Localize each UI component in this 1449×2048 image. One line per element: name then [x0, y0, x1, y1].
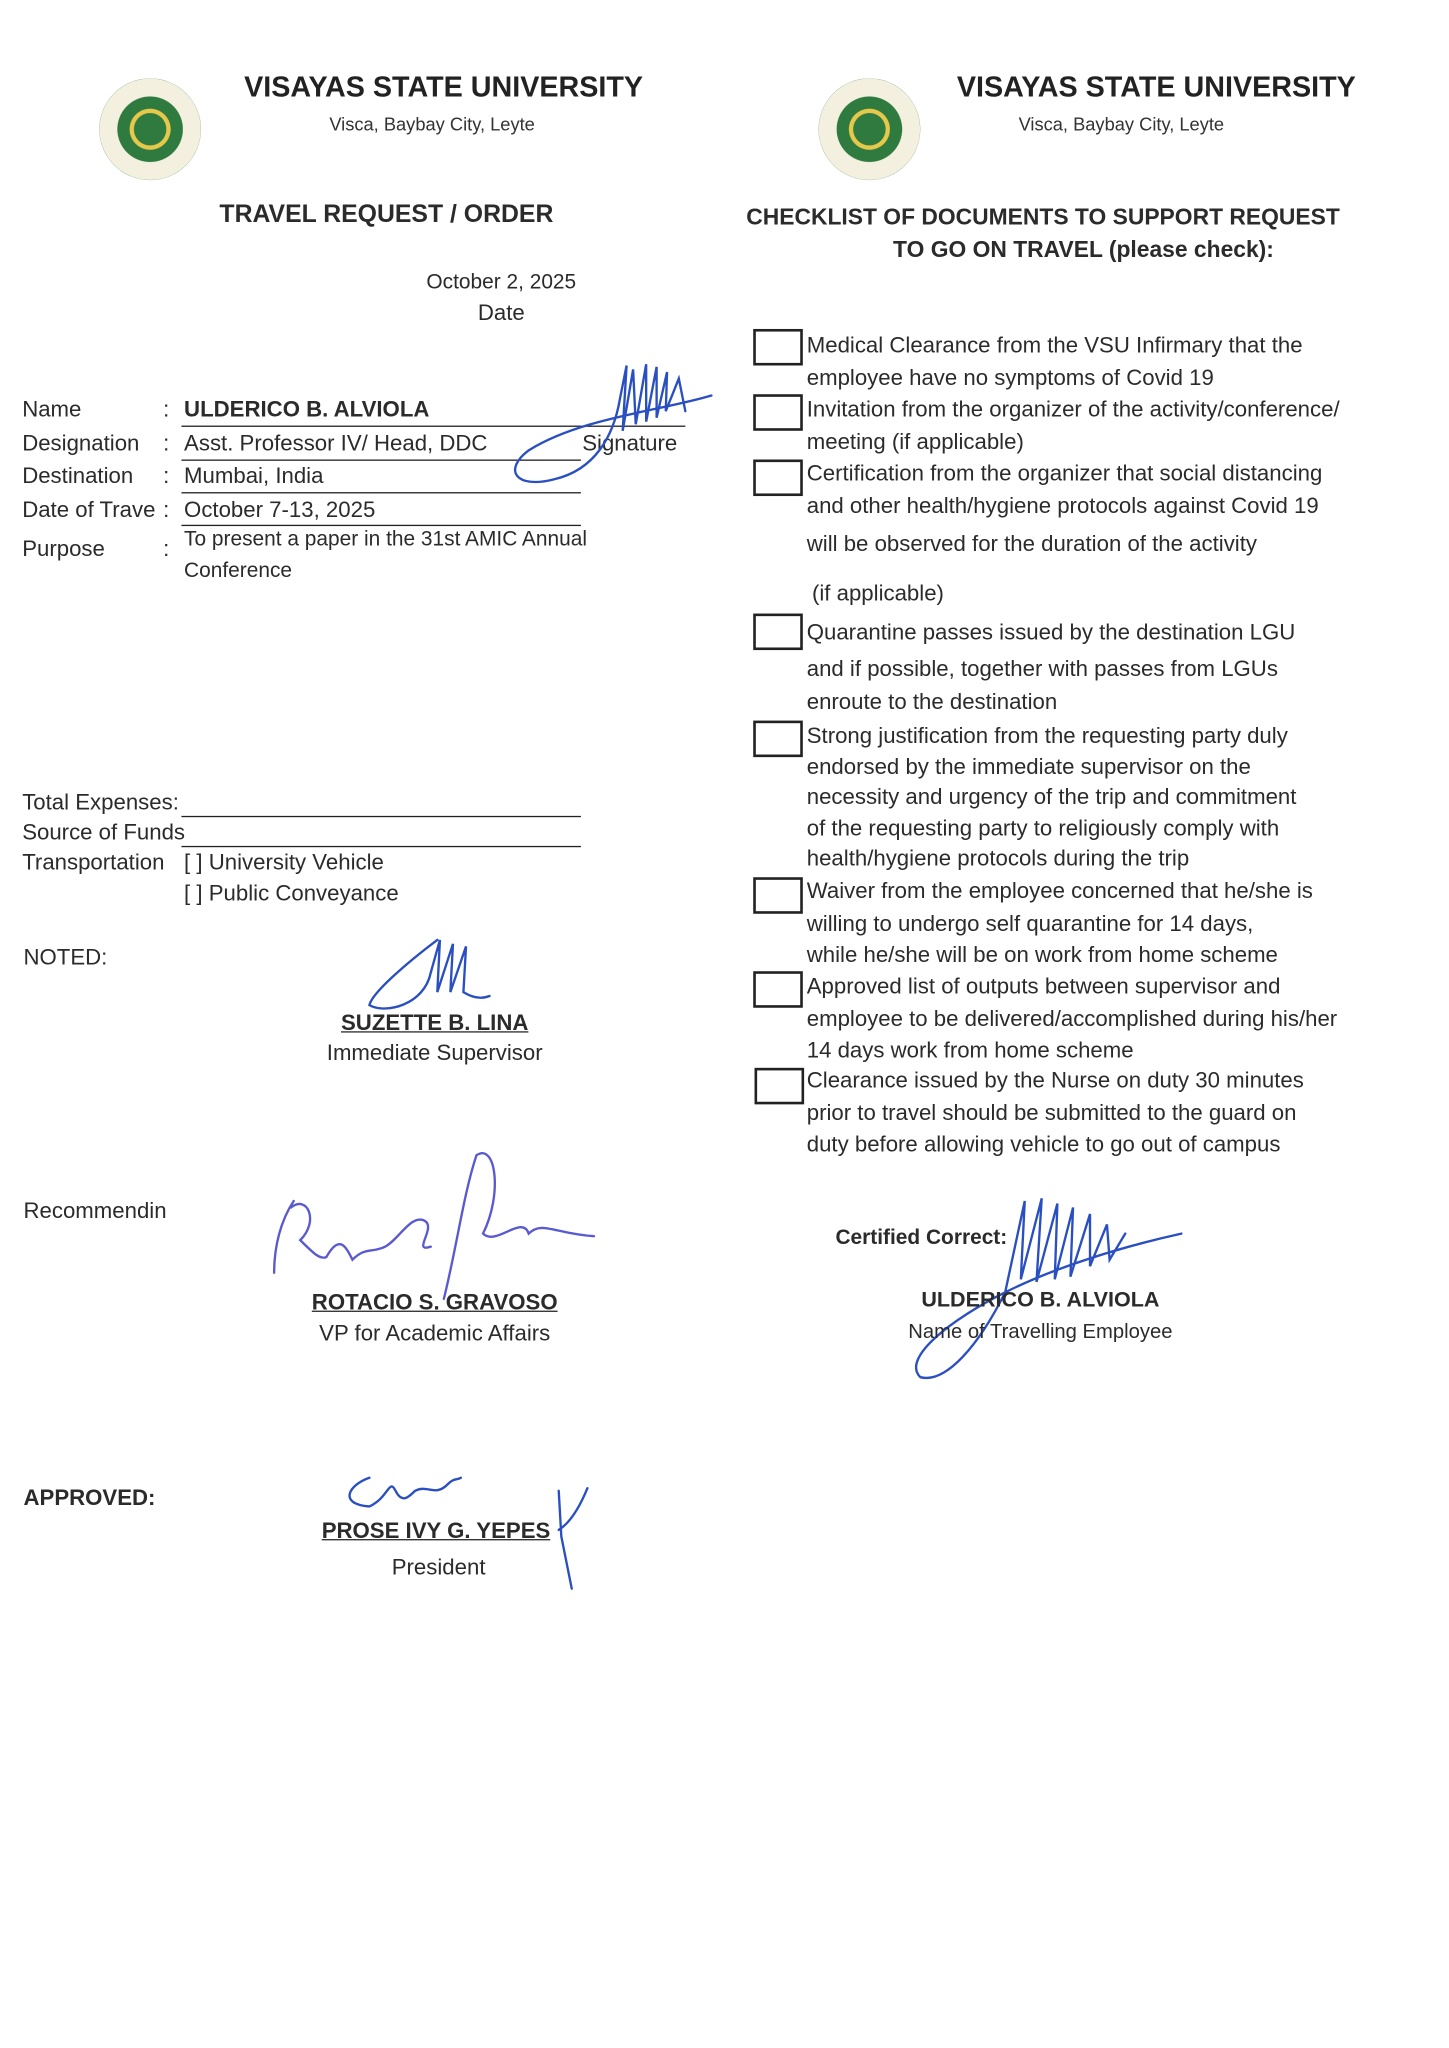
- item-line: Waiver from the employee concerned that he/she is: [806, 878, 1313, 904]
- certified-employee-name: ULDERICO B. ALVIOLA: [921, 1288, 1160, 1312]
- noted-label: NOTED:: [23, 945, 108, 970]
- checklist-heading-line2: TO GO ON TRAVEL (please check):: [893, 236, 1274, 263]
- colon: :: [163, 396, 170, 422]
- date-of-travel-underline: [181, 525, 580, 526]
- checkbox-invitation[interactable]: [753, 394, 803, 431]
- university-seal-logo: [99, 78, 201, 180]
- item-line: Medical Clearance from the VSU Infirmary that the: [806, 332, 1303, 358]
- item-line: employee to be delivered/accomplished during his/her: [806, 1005, 1338, 1031]
- item-quarantine-passes: [807, 615, 1296, 717]
- item-line: while he/she will be on work from home scheme: [806, 942, 1278, 968]
- transportation-label: Transportation: [22, 849, 165, 875]
- item-line: and if possible, together with passes from LGUs: [806, 656, 1278, 682]
- vp-title: VP for Academic Affairs: [319, 1321, 551, 1346]
- certified-correct-label: Certified Correct:: [835, 1227, 1008, 1250]
- purpose-label: Purpose: [22, 536, 105, 562]
- source-of-funds-underline: [181, 846, 580, 847]
- item-waiver: [807, 876, 1313, 972]
- item-line: Clearance issued by the Nurse on duty 30 minutes: [806, 1067, 1304, 1093]
- colon: :: [163, 463, 170, 489]
- item-line: Approved list of outputs between supervisor and: [806, 973, 1281, 999]
- checkbox-nurse-clearance[interactable]: [755, 1068, 805, 1105]
- checkbox-strong-justification[interactable]: [753, 721, 803, 758]
- item-line: Invitation from the organizer of the activity/conference/: [806, 396, 1340, 422]
- president-name: PROSE IVY G. YEPES: [321, 1518, 551, 1543]
- item-line: 14 days work from home scheme: [806, 1037, 1134, 1063]
- item-line: endorsed by the immediate supervisor on the: [806, 753, 1251, 779]
- name-label: Name: [22, 396, 82, 422]
- purpose-value-line2: Conference: [184, 560, 293, 583]
- colon: :: [163, 497, 170, 523]
- total-expenses-underline: [181, 816, 580, 817]
- supervisor-signature: [359, 933, 496, 1018]
- purpose-value-line1: To present a paper in the 31st AMIC Annual: [184, 528, 587, 551]
- item-line: and other health/hygiene protocols against Covid 19: [806, 492, 1319, 518]
- item-approved-outputs: [807, 971, 1337, 1067]
- destination-underline: [181, 492, 580, 493]
- checkbox-quarantine-passes[interactable]: [753, 614, 803, 651]
- destination-value: Mumbai, India: [184, 463, 324, 489]
- colon: :: [163, 430, 170, 456]
- signature-label: Signature: [582, 430, 678, 456]
- approved-label: APPROVED:: [23, 1485, 156, 1511]
- designation-label: Designation: [22, 430, 140, 456]
- colon: :: [163, 536, 170, 562]
- item-line: duty before allowing vehicle to go out of campus: [806, 1131, 1281, 1157]
- vp-signature: [268, 1142, 607, 1305]
- item-line: meeting (if applicable): [806, 428, 1024, 454]
- item-certification: [807, 458, 1323, 609]
- date-of-travel-label: Date of Trave: [22, 497, 156, 523]
- recommending-label: Recommendin: [23, 1198, 167, 1224]
- certified-employee-title: Name of Travelling Employee: [908, 1321, 1173, 1344]
- option-university-vehicle[interactable]: [ ] University Vehicle: [184, 849, 384, 875]
- checkbox-certification[interactable]: [753, 460, 803, 497]
- checkbox-waiver[interactable]: [753, 877, 803, 914]
- university-seal-logo: [818, 78, 920, 180]
- total-expenses-label: Total Expenses:: [22, 789, 179, 815]
- item-line: Strong justification from the requesting party duly: [806, 723, 1288, 748]
- item-line: of the requesting party to religiously comply with: [806, 815, 1280, 841]
- item-line: employee have no symptoms of Covid 19: [806, 364, 1214, 390]
- name-value: ULDERICO B. ALVIOLA: [184, 396, 430, 422]
- checkbox-approved-outputs[interactable]: [753, 971, 803, 1008]
- item-line: Certification from the organizer that social distancing: [806, 460, 1323, 486]
- university-address: Visca, Baybay City, Leyte: [1018, 113, 1225, 135]
- supervisor-name: SUZETTE B. LINA: [340, 1010, 529, 1036]
- item-line: willing to undergo self quarantine for 14 days,: [806, 910, 1254, 936]
- item-line: will be observed for the duration of the activity: [806, 531, 1257, 557]
- employee-signature: [503, 359, 718, 490]
- item-nurse-clearance: [807, 1065, 1304, 1161]
- destination-label: Destination: [22, 463, 134, 489]
- item-line: necessity and urgency of the trip and commitment: [806, 784, 1297, 810]
- item-medical-clearance: [807, 330, 1303, 394]
- date-of-travel-value: October 7-13, 2025: [184, 497, 376, 523]
- form-title: TRAVEL REQUEST / ORDER: [219, 201, 554, 229]
- option-public-conveyance[interactable]: [ ] Public Conveyance: [184, 881, 399, 906]
- checkbox-medical-clearance[interactable]: [753, 329, 803, 366]
- checklist-heading-line1: CHECKLIST OF DOCUMENTS TO SUPPORT REQUEST: [746, 203, 1340, 230]
- university-name: VISAYAS STATE UNIVERSITY: [956, 70, 1356, 104]
- item-invitation: [807, 394, 1340, 458]
- designation-value: Asst. Professor IV/ Head, DDC: [184, 430, 488, 456]
- item-strong-justification: [807, 721, 1297, 874]
- source-of-funds-label: Source of Funds: [22, 819, 186, 845]
- president-title: President: [391, 1554, 486, 1580]
- employee-certification-signature: [901, 1188, 1195, 1384]
- item-line: health/hygiene protocols during the trip: [806, 845, 1190, 871]
- supervisor-title: Immediate Supervisor: [326, 1040, 543, 1066]
- item-line: enroute to the destination: [806, 689, 1058, 715]
- request-date: October 2, 2025: [426, 271, 577, 294]
- university-address: Visca, Baybay City, Leyte: [329, 113, 535, 135]
- university-name: VISAYAS STATE UNIVERSITY: [244, 70, 644, 104]
- item-line: (if applicable): [811, 580, 944, 606]
- item-line: Quarantine passes issued by the destination LGU: [806, 620, 1296, 645]
- date-label: Date: [477, 300, 525, 326]
- vp-name: ROTACIO S. GRAVOSO: [311, 1289, 558, 1315]
- item-line: prior to travel should be submitted to the guard on: [806, 1099, 1297, 1125]
